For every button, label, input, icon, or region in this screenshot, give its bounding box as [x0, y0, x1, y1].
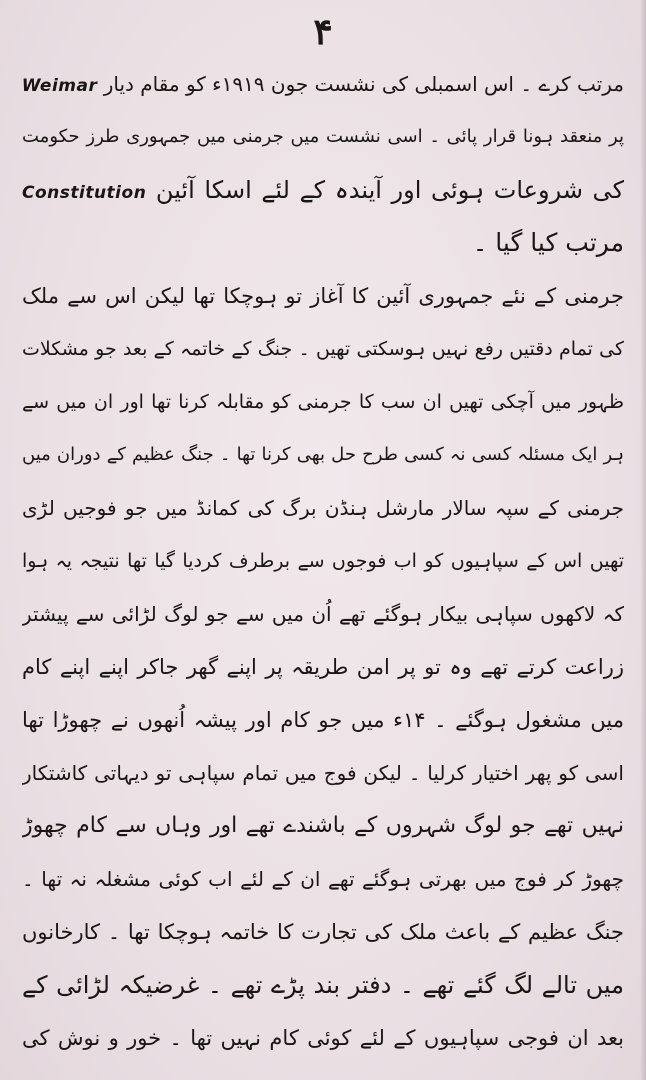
line-text: کی تمام دقتیں رفع نہیں ہوسکتی تھیں ۔ جنگ کے خاتمہ کے بعد جو مشکلات [22, 338, 624, 360]
page-number: ۴ [313, 11, 333, 53]
line-text: مرتب کرے ۔ اس اسمبلی کی نشست جون ۱۹۱۹ء کو مقام دیار [103, 72, 624, 96]
text-line-11 [22, 592, 624, 636]
text-line-12 [22, 645, 624, 689]
line-text: زراعت کرتے تھے وہ تو پر امن طریقہ پر اپنے گھر جاکر اپنے اپنے کام [22, 655, 624, 679]
line-text: جرمنی کے سپہ سالار مارشل ہنڈن برگ کی کمانڈ میں جو فوجیں لڑی [22, 496, 624, 520]
text-line-7 [22, 380, 624, 424]
text-line-4 [22, 221, 624, 265]
line-text: جرمنی کے نئے جمہوری آئین کا آغاز تو ہوچکا تھا لیکن اس سے ملک [22, 284, 624, 308]
line-text: جنگ عظیم کے باعث ملک کی تجارت کا خاتمہ ہوچکا تھا ۔ کارخانوں [22, 920, 624, 944]
latin-word-weimar: Weimar [22, 76, 98, 96]
line-text: مرتب کیا گیا ۔ [472, 228, 624, 257]
text-line-16 [22, 857, 624, 901]
line-text: ہر ایک مسئلہ کسی نہ کسی طرح حل بھی کرنا تھا ۔ جنگ عظیم کے دوران میں [22, 444, 624, 465]
text-line-3 [22, 168, 624, 212]
text-line-9 [22, 486, 624, 530]
line-text: میں تالے لگ گئے تھے ۔ دفتر بند پڑے تھے ۔ غرضیکہ لڑائی کے [22, 971, 624, 999]
line-text: چھوڑ کر فوج میں بھرتی ہوگئے تھے ان کے لئے اب کوئی مشغلہ نہ تھا ۔ [22, 867, 624, 891]
text-line-17 [22, 910, 624, 954]
text-line-14 [22, 751, 624, 795]
body-text [22, 62, 624, 1072]
text-line-10 [22, 539, 624, 583]
text-line-2 [22, 115, 624, 159]
line-text: تھیں اس کے سپاہیوں کو اب فوجوں سے برطرف کردیا گیا تھا نتیجہ یہ ہوا [22, 550, 624, 572]
line-text: کہ لاکھوں سپاہی بیکار ہوگئے تھے اُن میں سے جو لوگ لڑائی سے پیشتر [22, 602, 624, 626]
line-text: پر منعقد ہونا قرار پائی ۔ اسی نشست میں جرمنی میں جمہوری طرز حکومت [22, 126, 624, 147]
text-line-13 [22, 698, 624, 742]
text-line-18 [22, 963, 624, 1007]
text-line-6 [22, 327, 624, 371]
line-text: نہیں تھے جو لوگ شہروں کے باشندے تھے اور وہاں سے کام چھوڑ [22, 813, 624, 838]
text-line-8 [22, 433, 624, 477]
line-text: ظہور میں آچکی تھیں ان سب کا جرمنی کو مقابلہ کرنا تھا اور ان میں سے [22, 391, 624, 413]
latin-word-constitution: Constitution [22, 183, 147, 203]
line-text: میں مشغول ہوگئے ۔ ۱۴ء میں جو کام اور پیشہ اُنھوں نے چھوڑا تھا [22, 708, 624, 732]
line-text: اسی کو پھر اختیار کرلیا ۔ لیکن فوج میں تمام سپاہی تو دیہاتی کاشتکار [22, 761, 624, 785]
text-line-19 [22, 1016, 624, 1060]
text-line-15 [22, 804, 624, 848]
text-line-1 [22, 62, 624, 106]
line-text: بعد ان فوجی سپاہیوں کے لئے کوئی کام نہیں تھا ۔ خور و نوش کی [22, 1026, 624, 1050]
line-text: کی شروعات ہوئی اور آیندہ کے لئے اسکا آئین [155, 176, 624, 204]
page-edge-shadow [640, 0, 646, 1080]
text-line-5 [22, 274, 624, 318]
